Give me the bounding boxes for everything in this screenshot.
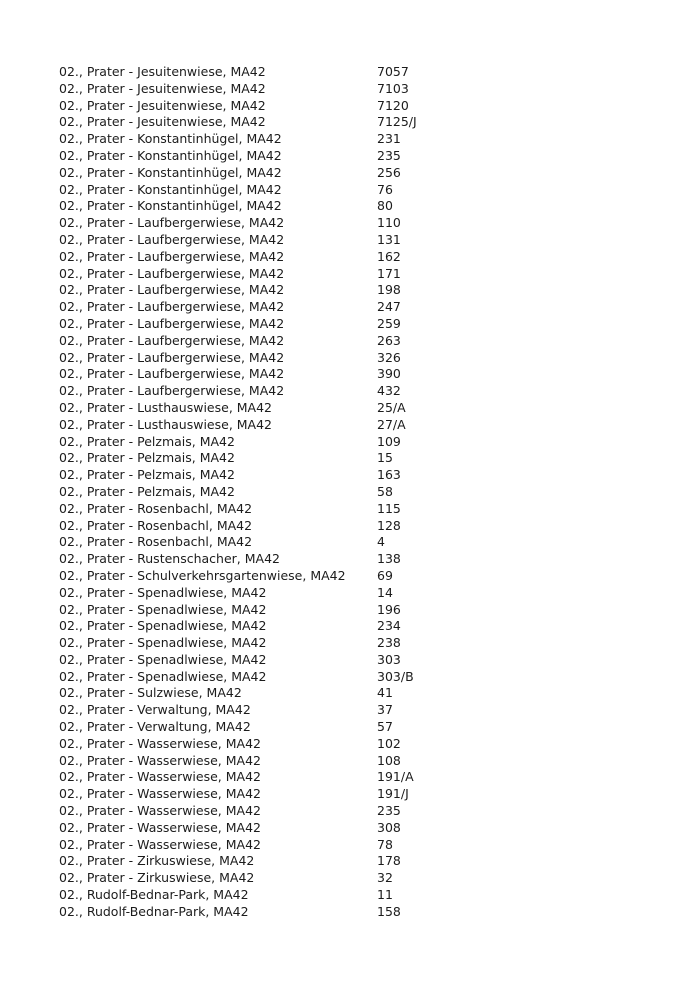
table-row (59, 400, 659, 417)
number-cell: 7057 (377, 64, 409, 79)
table-row (59, 467, 659, 484)
number-cell: 138 (377, 551, 401, 567)
location-cell: 02., Prater - Laufbergerwiese, MA42 (59, 366, 285, 382)
table-row (59, 81, 659, 98)
number-cell: 171 (377, 265, 401, 281)
table-row (59, 904, 659, 921)
number-cell: 4 (377, 534, 385, 550)
location-cell: 02., Prater - Spenadlwiese, MA42 (59, 668, 267, 684)
number-cell: 191/J (377, 786, 409, 802)
location-cell: 02., Prater - Wasserwiese, MA42 (59, 803, 261, 819)
number-cell: 196 (377, 601, 401, 617)
location-cell: 02., Prater - Pelzmais, MA42 (59, 450, 235, 466)
number-cell: 15 (377, 450, 393, 466)
table-row (59, 887, 659, 904)
location-cell: 02., Rudolf-Bednar-Park, MA42 (59, 887, 249, 903)
table-row (59, 434, 659, 451)
location-cell: 02., Prater - Laufbergerwiese, MA42 (59, 248, 285, 264)
location-cell: 02., Prater - Jesuitenwiese, MA42 (59, 80, 266, 96)
number-cell: 32 (377, 870, 393, 886)
number-cell: 78 (377, 836, 393, 852)
location-cell: 02., Rudolf-Bednar-Park, MA42 (59, 903, 249, 919)
location-cell: 02., Prater - Pelzmais, MA42 (59, 483, 235, 499)
location-cell: 02., Prater - Lusthauswiese, MA42 (59, 399, 273, 415)
number-cell: 308 (377, 819, 401, 835)
location-cell: 02., Prater - Sulzwiese, MA42 (59, 685, 242, 701)
location-cell: 02., Prater - Laufbergerwiese, MA42 (59, 215, 285, 231)
number-cell: 109 (377, 433, 401, 449)
location-cell: 02., Prater - Rustenschacher, MA42 (59, 551, 280, 567)
table-row (59, 635, 659, 652)
table-row (59, 484, 659, 501)
table-row (59, 534, 659, 551)
table-row (59, 316, 659, 333)
location-cell: 02., Prater - Spenadlwiese, MA42 (59, 635, 267, 651)
table-row (59, 383, 659, 400)
table-row (59, 333, 659, 350)
table-row (59, 282, 659, 299)
number-cell: 102 (377, 735, 401, 751)
location-list (59, 64, 659, 921)
number-cell: 41 (377, 685, 393, 701)
number-cell: 80 (377, 198, 393, 214)
table-row (59, 148, 659, 165)
location-cell: 02., Prater - Wasserwiese, MA42 (59, 735, 261, 751)
location-cell: 02., Prater - Pelzmais, MA42 (59, 467, 235, 483)
table-row (59, 350, 659, 367)
location-cell: 02., Prater - Laufbergerwiese, MA42 (59, 299, 285, 315)
table-row (59, 249, 659, 266)
number-cell: 7125/J (377, 114, 417, 130)
number-cell: 57 (377, 719, 393, 735)
table-row (59, 652, 659, 669)
number-cell: 7103 (377, 80, 409, 96)
number-cell: 131 (377, 231, 401, 247)
number-cell: 69 (377, 567, 393, 583)
number-cell: 326 (377, 349, 401, 365)
location-cell: 02., Prater - Zirkuswiese, MA42 (59, 870, 255, 886)
table-row (59, 518, 659, 535)
number-cell: 198 (377, 282, 401, 298)
table-row (59, 769, 659, 786)
number-cell: 263 (377, 332, 401, 348)
table-row (59, 299, 659, 316)
table-row (59, 568, 659, 585)
location-cell: 02., Prater - Konstantinhügel, MA42 (59, 147, 282, 163)
table-row (59, 870, 659, 887)
number-cell: 235 (377, 803, 401, 819)
table-row (59, 685, 659, 702)
table-row (59, 165, 659, 182)
table-row (59, 585, 659, 602)
number-cell: 231 (377, 131, 401, 147)
location-cell: 02., Prater - Laufbergerwiese, MA42 (59, 282, 285, 298)
location-cell: 02., Prater - Spenadlwiese, MA42 (59, 601, 267, 617)
location-cell: 02., Prater - Laufbergerwiese, MA42 (59, 383, 285, 399)
location-cell: 02., Prater - Lusthauswiese, MA42 (59, 416, 273, 432)
location-cell: 02., Prater - Konstantinhügel, MA42 (59, 198, 282, 214)
location-cell: 02., Prater - Laufbergerwiese, MA42 (59, 265, 285, 281)
number-cell: 27/A (377, 416, 406, 432)
location-cell: 02., Prater - Spenadlwiese, MA42 (59, 651, 267, 667)
location-cell: 02., Prater - Laufbergerwiese, MA42 (59, 349, 285, 365)
number-cell: 58 (377, 483, 393, 499)
table-row (59, 182, 659, 199)
number-cell: 108 (377, 752, 401, 768)
number-cell: 7120 (377, 97, 409, 113)
number-cell: 14 (377, 584, 393, 600)
table-row (59, 215, 659, 232)
location-cell: 02., Prater - Spenadlwiese, MA42 (59, 618, 267, 634)
location-cell: 02., Prater - Zirkuswiese, MA42 (59, 853, 255, 869)
table-row (59, 786, 659, 803)
location-cell: 02., Prater - Wasserwiese, MA42 (59, 836, 261, 852)
table-row (59, 837, 659, 854)
location-cell: 02., Prater - Laufbergerwiese, MA42 (59, 332, 285, 348)
table-row (59, 853, 659, 870)
number-cell: 25/A (377, 399, 406, 415)
location-cell: 02., Prater - Laufbergerwiese, MA42 (59, 231, 285, 247)
number-cell: 178 (377, 853, 401, 869)
table-row (59, 198, 659, 215)
location-cell: 02., Prater - Wasserwiese, MA42 (59, 819, 261, 835)
location-cell: 02., Prater - Wasserwiese, MA42 (59, 769, 261, 785)
number-cell: 303 (377, 651, 401, 667)
table-row (59, 114, 659, 131)
table-row (59, 98, 659, 115)
table-row (59, 266, 659, 283)
number-cell: 235 (377, 147, 401, 163)
number-cell: 259 (377, 315, 401, 331)
location-cell: 02., Prater - Verwaltung, MA42 (59, 702, 251, 718)
number-cell: 234 (377, 618, 401, 634)
number-cell: 110 (377, 215, 401, 231)
table-row (59, 602, 659, 619)
table-row (59, 803, 659, 820)
table-row (59, 366, 659, 383)
location-cell: 02., Prater - Verwaltung, MA42 (59, 719, 251, 735)
location-cell: 02., Prater - Jesuitenwiese, MA42 (59, 97, 266, 113)
table-row (59, 736, 659, 753)
location-cell: 02., Prater - Rosenbachl, MA42 (59, 500, 253, 516)
table-row (59, 131, 659, 148)
location-cell: 02., Prater - Rosenbachl, MA42 (59, 534, 253, 550)
location-cell: 02., Prater - Wasserwiese, MA42 (59, 786, 261, 802)
table-row (59, 702, 659, 719)
number-cell: 163 (377, 467, 401, 483)
number-cell: 247 (377, 299, 401, 315)
table-row (59, 669, 659, 686)
location-cell: 02., Prater - Konstantinhügel, MA42 (59, 164, 282, 180)
location-cell: 02., Prater - Spenadlwiese, MA42 (59, 584, 267, 600)
location-cell: 02., Prater - Konstantinhügel, MA42 (59, 181, 282, 197)
number-cell: 158 (377, 903, 401, 919)
number-cell: 432 (377, 383, 401, 399)
number-cell: 128 (377, 517, 401, 533)
location-cell: 02., Prater - Jesuitenwiese, MA42 (59, 64, 266, 79)
table-row (59, 417, 659, 434)
table-row (59, 64, 659, 81)
table-row (59, 719, 659, 736)
number-cell: 256 (377, 164, 401, 180)
number-cell: 390 (377, 366, 401, 382)
number-cell: 37 (377, 702, 393, 718)
number-cell: 238 (377, 635, 401, 651)
location-cell: 02., Prater - Konstantinhügel, MA42 (59, 131, 282, 147)
location-cell: 02., Prater - Pelzmais, MA42 (59, 433, 235, 449)
number-cell: 191/A (377, 769, 414, 785)
table-row (59, 450, 659, 467)
table-row (59, 501, 659, 518)
table-row (59, 618, 659, 635)
number-cell: 115 (377, 500, 401, 516)
number-cell: 162 (377, 248, 401, 264)
table-row (59, 551, 659, 568)
location-cell: 02., Prater - Schulverkehrsgartenwiese, MA42 (59, 567, 346, 583)
table-row (59, 820, 659, 837)
number-cell: 76 (377, 181, 393, 197)
location-cell: 02., Prater - Jesuitenwiese, MA42 (59, 114, 266, 130)
table-row (59, 232, 659, 249)
location-cell: 02., Prater - Wasserwiese, MA42 (59, 752, 261, 768)
location-cell: 02., Prater - Rosenbachl, MA42 (59, 517, 253, 533)
number-cell: 303/B (377, 668, 414, 684)
location-cell: 02., Prater - Laufbergerwiese, MA42 (59, 315, 285, 331)
number-cell: 11 (377, 887, 393, 903)
table-row (59, 753, 659, 770)
